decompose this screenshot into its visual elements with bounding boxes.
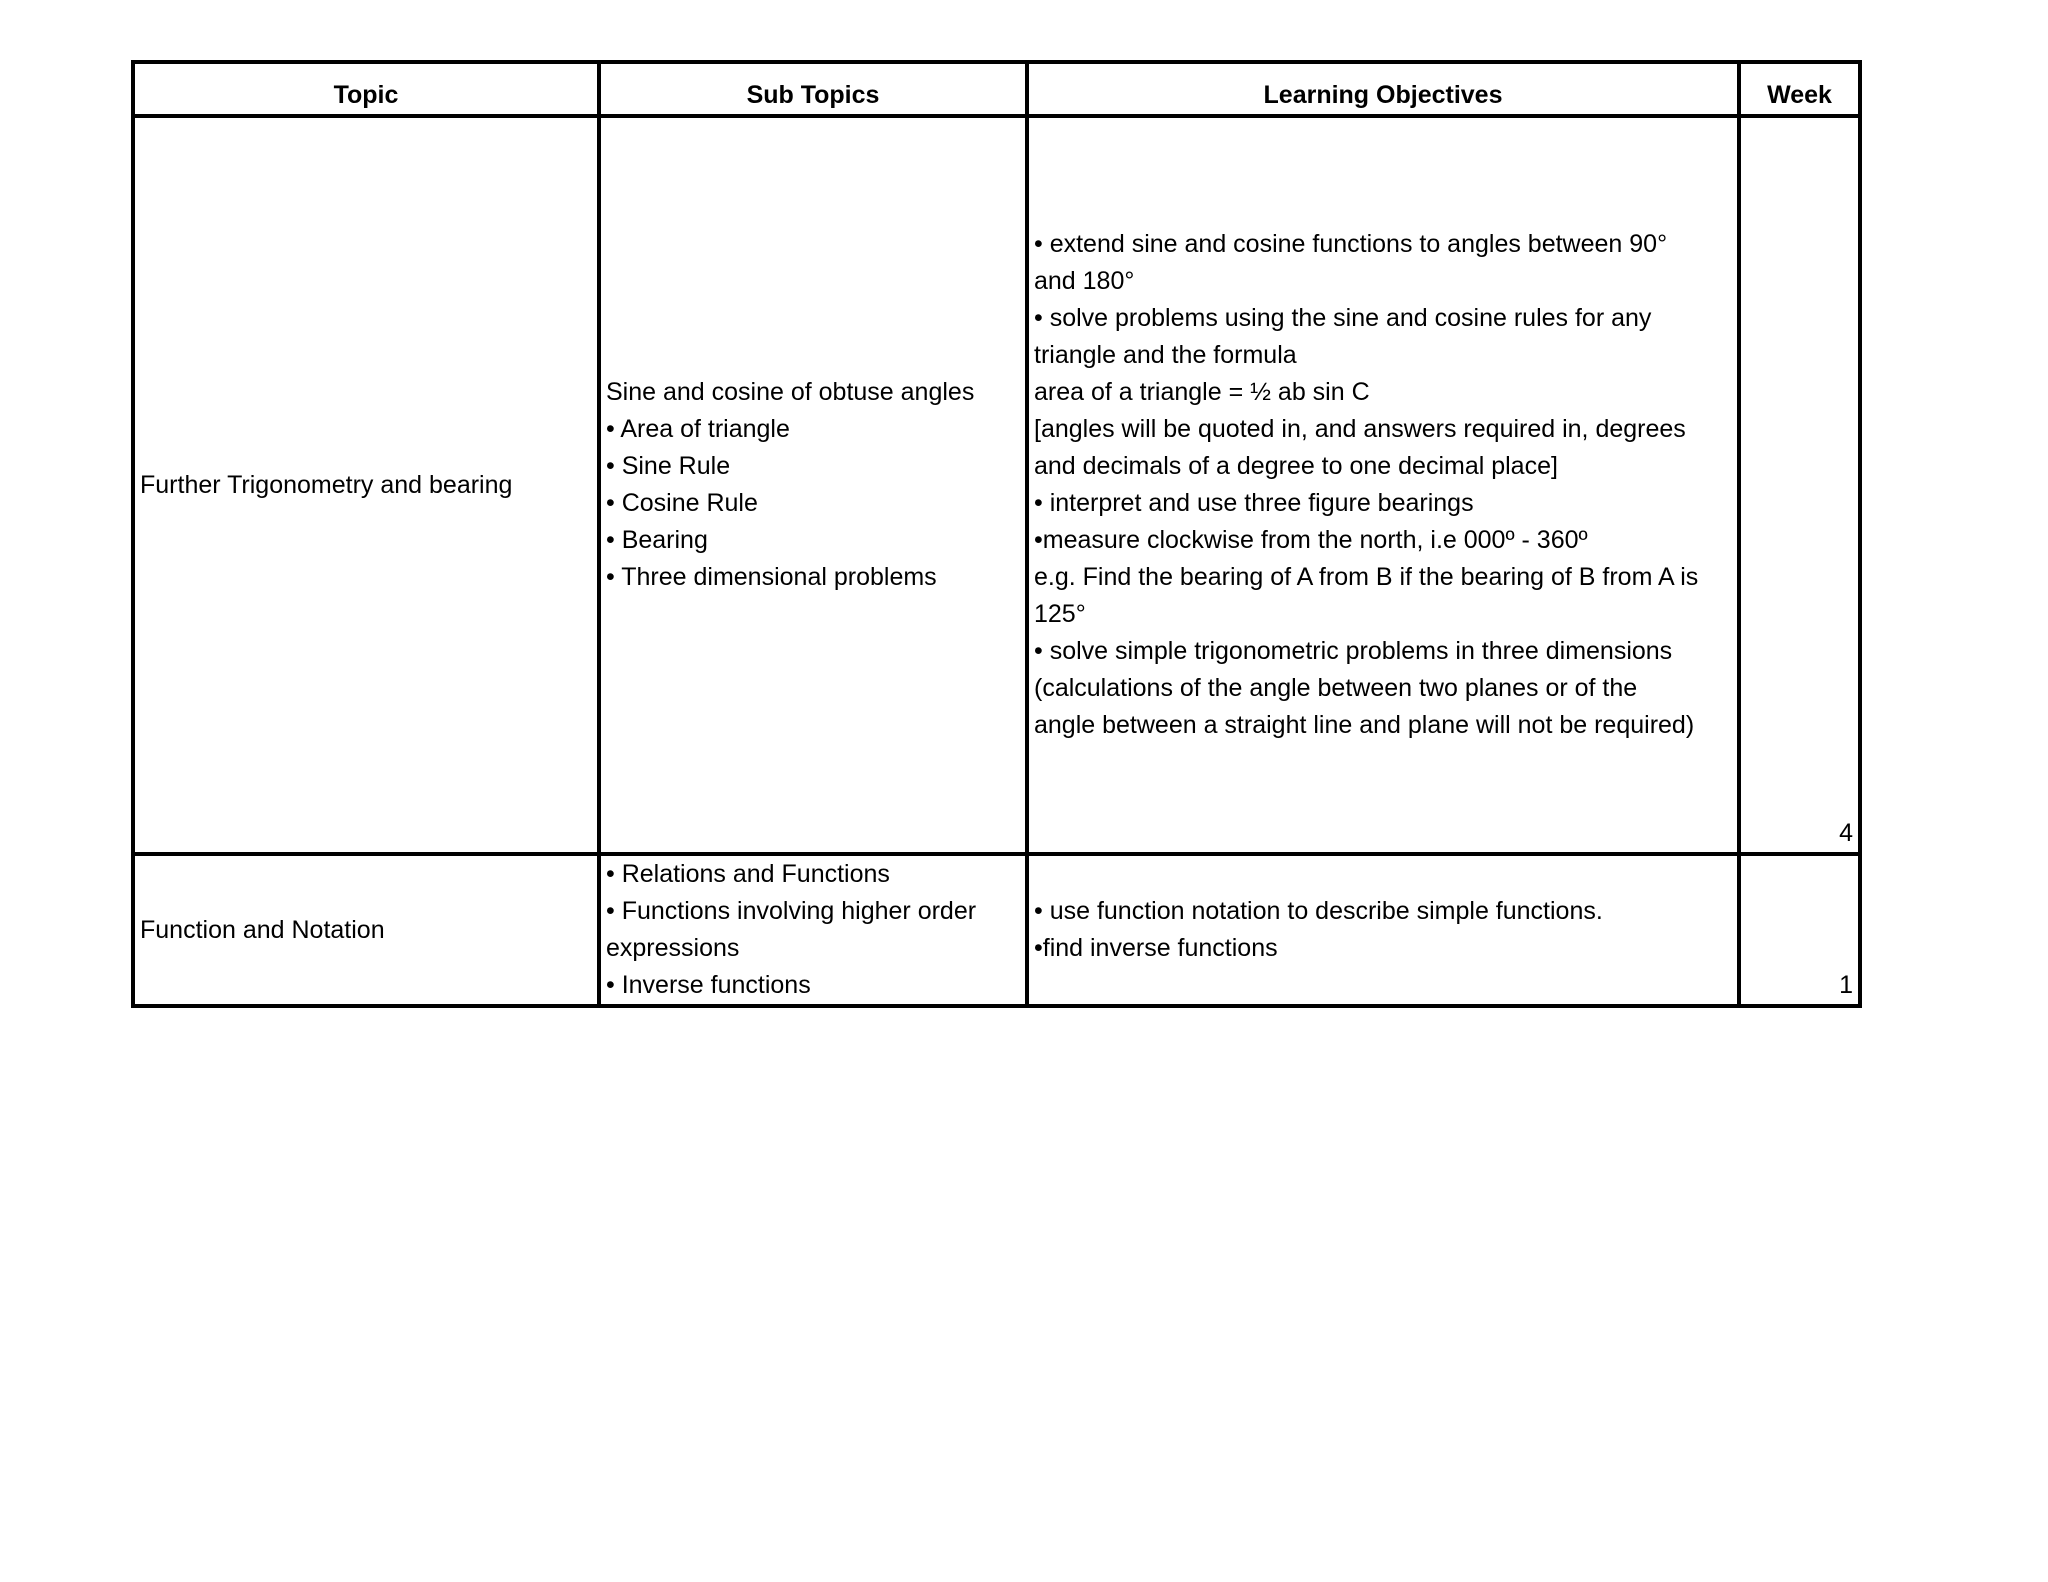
objective-line: angle between a straight line and plane will not be required) (1034, 711, 1695, 739)
sub-topic-line: • Bearing (606, 526, 708, 554)
sub-topic-line: • Relations and Functions (606, 860, 890, 888)
objective-line: triangle and the formula (1034, 341, 1297, 369)
objective-line: (calculations of the angle between two planes or of the (1034, 674, 1638, 702)
objective-line: • extend sine and cosine functions to angles between 90° (1034, 230, 1668, 258)
week-cell: 4 (1739, 116, 1860, 854)
header-row (133, 62, 1860, 116)
header-week: Week (1739, 62, 1860, 116)
objective-line: •find inverse functions (1034, 934, 1278, 962)
header-topic: Topic (133, 62, 599, 116)
sub-topic-line: • Area of triangle (606, 415, 790, 443)
objectives-cell (1027, 116, 1739, 854)
objective-line: and 180° (1034, 267, 1135, 295)
objective-line: [angles will be quoted in, and answers required in, degrees (1034, 415, 1686, 443)
table-row (133, 116, 1860, 854)
objective-line: •measure clockwise from the north, i.e 000º - 360º (1034, 526, 1588, 554)
sub-topic-line: • Three dimensional problems (606, 563, 937, 591)
sub-topics-cell (599, 854, 1027, 1006)
objective-line: area of a triangle = ½ ab sin C (1034, 378, 1370, 406)
sub-topic-line: • Sine Rule (606, 452, 731, 480)
sub-topic-line: expressions (606, 934, 740, 962)
objective-line: • solve problems using the sine and cosine rules for any (1034, 304, 1652, 332)
table-row (133, 854, 1860, 1006)
sub-topics-cell (599, 116, 1027, 854)
week-cell: 1 (1739, 854, 1860, 1006)
header-sub-topics: Sub Topics (599, 62, 1027, 116)
topic-cell: Further Trigonometry and bearing (133, 116, 599, 854)
objectives-cell (1027, 854, 1739, 1006)
objective-line: and decimals of a degree to one decimal place] (1034, 452, 1558, 480)
objective-line: • interpret and use three figure bearings (1034, 489, 1474, 517)
objective-line: 125° (1034, 600, 1086, 628)
sub-topic-line: • Functions involving higher order (606, 897, 977, 925)
syllabus-table (131, 60, 1862, 1008)
sub-topic-line: • Cosine Rule (606, 489, 758, 517)
objective-line: e.g. Find the bearing of A from B if the bearing of B from A is (1034, 563, 1699, 591)
topic-cell: Function and Notation (133, 854, 599, 1006)
objective-line: • use function notation to describe simple functions. (1034, 897, 1603, 925)
objective-line: • solve simple trigonometric problems in three dimensions (1034, 637, 1673, 665)
header-learning-objectives: Learning Objectives (1027, 62, 1739, 116)
sub-topic-line: Sine and cosine of obtuse angles (606, 378, 975, 406)
sub-topic-line: • Inverse functions (606, 971, 811, 999)
